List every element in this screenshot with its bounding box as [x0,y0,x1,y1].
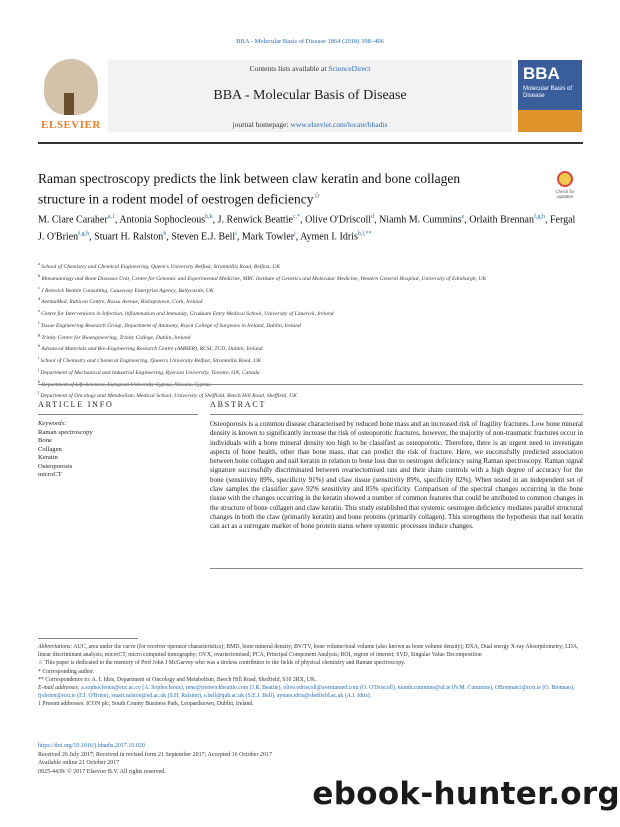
dedication-note: ☆ This paper is dedicated to the memory of Prof John J McGarvey who was a tireless contributor to the fields of physical chemistry and Raman spectroscopy. [38,660,406,667]
contents-line: Contents lists available at ScienceDirect [249,64,371,73]
elsevier-logo [38,57,104,133]
affiliation-rule [38,384,583,385]
keyword: microCT [38,471,62,478]
author-name[interactable]: M. Clare Caraher [38,214,108,226]
header-rule [38,142,583,144]
author-name[interactable]: Mark Towler [241,231,295,243]
author-name[interactable]: Olive O'Driscoll [305,214,372,226]
cover-title: BBA [523,64,560,83]
update-icon [557,171,573,187]
affiliation: $^e$ Centre for Interventions in Infection, Inflammation and Immunity, Graduate Entry Medical School, University of Limerick, Ireland [38,308,334,317]
author-name[interactable]: Orlaith Brennan [469,214,534,226]
journal-title: BBA - Molecular Basis of Disease [213,88,407,103]
keywords-label: Keywords: [38,420,67,427]
author-affiliation-marker: b,k [205,214,213,220]
keywords-block [38,420,198,480]
doi-link[interactable]: https://doi.org/10.1016/j.bbadis.2017.10.020 [38,743,145,749]
affiliation: $^l$ Department of Oncology and Metabolism, Medical School, University of Sheffield, Beech Hill Road, Sheffield, UK [38,390,297,400]
keyword: Bone [38,437,52,444]
author-affiliation-marker: b,l,** [357,231,372,238]
affiliation: $^d$ AventaMed, Rubicon Centre, Rossa Avenue, Bishopstown, Cork, Ireland [38,296,203,306]
article-info-heading: ARTICLE INFO [38,400,114,409]
affiliation: $^g$ Trinity Centre for Bioengineering, Trinity College, Dublin, Ireland [38,331,191,341]
running-header: BBA - Molecular Basis of Disease 1864 (2018) 398–406 [236,38,384,45]
publisher-name: ELSEVIER [41,119,101,131]
footnotes: Abbreviations: AUC, area under the curve (for receiver operator characteristics); BMD, bone mineral density; BV/TV, bone volume/total volume (also known as bone volume density); DXA, Dual energy X-ray Absorptiometry; LDA, linear discriminant analysis; microCT, micro computed tomography; OVX, ovariectomised; PCA, Principal Component Analysis; ROI, region of interest; SVD, Singular Value Decomposition ☆ This paper is dedicated to the memory of Prof John J McGarvey who was a tireless contributor to the fields of physical chemistry and Raman spectroscopy. * Corresponding author. ** Correspondence to: A. I. Idris, Department of Oncology and Metabolism, Beech Hill Road, Sheffield, S10 2RX, UK. E-mail addresses: a.sophocleous@euc.ac.cy (A. Sophocleous), rene@jrenwickbeattie.com (J.R. Beattie), olive.odriscoll@aventamed.com (O. O'Driscoll), niamh.cummins@ul.ie (N.M. Cummins), OBrennan1@rcsi.ie (O. Brennan), fjobrien@rcsi.ie (F.J. O'Brien), stuart.ralston@ed.ac.uk (S.H. Ralston), s.bell@qub.ac.uk (S.E.J. Bell), aymen.idris@sheffield.ac.uk (A.I. Idris). 1 Present addresses: ICON plc, South County Business Park, Leopardstown, Dublin, Ireland. [38,643,583,709]
author-affiliation-marker: a,1 [107,214,115,220]
affiliation: $^c$ J Renwick Beattie Consulting, Causeway Enterprise Agency, Ballycastle, UK [38,284,214,294]
abstract-rule [210,414,583,415]
sciencedirect-link[interactable]: ScienceDirect [328,64,371,73]
author-affiliation-marker: e [461,214,465,220]
author-affiliation-marker: f,g,h [533,214,545,220]
abstract-heading: ABSTRACT [210,400,267,409]
affiliation: $^b$ Rheumatology and Bone Diseases Unit, Centre for Genomic and Experimental Medicine, MRC Institute of Genetics and Molecular Medicine, Western General Hospital, University of Edinburgh, UK [38,272,487,282]
author-name[interactable]: Niamh M. Cummins [379,214,462,226]
author-name[interactable]: Steven E.J. Bell [171,231,236,243]
affiliation: $^j$ Department of Mechanical and Industrial Engineering, Ryerson University, Toronto, ON, Canada [38,366,260,376]
homepage-link[interactable]: www.elsevier.com/locate/bbadis [290,120,388,129]
author-name[interactable]: Stuart H. Ralston [94,231,164,243]
info-rule [38,414,198,415]
footnote-rule [38,638,138,639]
author-affiliation-marker: c,* [292,214,301,220]
paper-title: Raman spectroscopy predicts the link between claw keratin and bone collagen structure in a rodent model of oestrogen deficiency☆ [38,171,461,207]
journal-cover [518,60,582,132]
cover-subtitle: Molecular Basis of Disease [523,86,573,100]
email-links[interactable]: a.sophocleous@euc.ac.cy (A. Sophocleous), rene@jrenwickbeattie.com (J.R. Beattie), olive.odriscoll@aventamed.com (O. O'Driscoll), niamh.cummins@ul.ie (N.M. Cummins), OBrennan1@rcsi.ie (O. Brennan), fjobrien@rcsi.ie (F.J. O'Brien), stuart.ralston@ed.ac.uk (S.H. Ralston), s.bell@qub.ac.uk (S.E.J. Bell), aymen.idris@sheffield.ac.uk (A.I. Idris). [38,685,575,700]
check-for-updates-badge[interactable]: Check for updates [547,171,583,203]
author-name[interactable]: J. Renwick Beattie [217,214,293,226]
doi-block: https://doi.org/10.1016/j.bbadis.2017.10.020 Received 26 July 2017; Received in revised form 21 September 2017; Accepted 16 October 2017 Available online 21 October 2017 0925-4439/ © 2017 Elsevier B.V. All rights reserved. [38,742,583,776]
affiliation: $^i$ School of Chemistry and Chemical Engineering, Queen's University Belfast, Stranmillis Road, UK [38,355,261,364]
abstract-text: Osteoporosis is a common disease characterised by reduced bone mass and an increased risk of fragility fractures. Low bone mineral density is known to significantly increase the risk of osteoporotic fractures, however, the majority of non-traumatic fractures occur in individuals with a bone mineral density too high to be classified as osteoporotic. Therefore, there is an urgent need to investigate aspects of bone health, other than bone mass, that can predict the risk of fracture. Here, we successfully predicted association between bone collagen and nail keratin in relation to bone loss due to oestrogen deficiency using Raman spectroscopy. Raman signal signature successfully discriminated between ovariectomised rats and their sham controls with a high degree of accuracy for the bone (sensitivity 89%, specificity 91%) and claw tissue (sensitivity 89%, specificity 82%). When tested in an independent set of claw samples the classifier gave 92% sensitivity and 85% specificity. Comparison of the spectral changes occurring in the bone tissue with the changes occurring in the keratin showed a number of common features that could be attributed to common changes in the structure of bone collagen and claw keratin. This study established that systemic oestrogen deficiency mediates parallel structural changes in both the claw (primarily keratin) and bone proteins (primarily collagen). This strengthens the hypothesis that nail keratin can act as a surrogate marker of bone protein status where systemic processes induce changes. [210,420,583,531]
keyword: Collagen [38,445,62,453]
author-affiliation-marker: f,g,h [78,231,90,238]
keyword: Keratin [38,454,58,461]
keyword: Osteoporosis [38,462,73,470]
author-list: M. Clare Caraher$^{a,1}$, Antonia Sophocleous$^{b,k}$, J. Renwick Beattie$^{c,*}$, Olive O'Driscoll$^d$, Niamh M. Cummins$^e$, Orlaith Brennan$^{f,g,h}$, Fergal J. O'Brien$^{f,g,h}$, Stuart H. Ralston$^b$, Steven E.J. Bell$^i$, Mark Towler$^j$, Aymen I. Idris$^{b,l,**}$ [38,214,576,243]
author-name[interactable]: Antonia Sophocleous [119,214,206,226]
keyword: Raman spectroscopy [38,428,93,436]
affiliation-list [38,260,583,401]
author-name[interactable]: Aymen I. Idris [300,231,358,243]
abstract-bottom-rule [210,568,583,569]
author-affiliation-marker: j [294,231,296,238]
author-affiliation-marker: b [163,231,167,238]
author-name[interactable]: Fergal J. O'Brien [38,214,576,243]
affiliation: $^h$ Advanced Materials and Bio-Engineering Research Centre (AMBER), RCSI, TCD, Dublin, Ireland [38,343,263,353]
present-address-note: 1 Present addresses: ICON plc, South County Business Park, Leopardstown, Dublin, Ireland. [38,701,254,708]
corresponding-note: * Corresponding author. [38,668,95,675]
correspondence-note: ** Correspondence to: A. I. Idris, Department of Oncology and Metabolism, Beech Hill Road, Sheffield, S10 2RX, UK. [38,676,317,683]
journal-homepage: journal homepage: www.elsevier.com/locate/bbadis [232,120,388,129]
author-affiliation-marker: d [371,214,375,220]
affiliation: $^a$ School of Chemistry and Chemical Engineering, Queen's University Belfast, Stranmillis Road, Belfast, UK [38,261,281,270]
affiliation: $^f$ Tissue Engineering Research Group, Department of Anatomy, Royal College of Surgeons in Ireland, Dublin, Ireland [38,319,301,329]
affiliation: k [38,378,42,384]
watermark: ebook-hunter.org [312,776,620,812]
author-affiliation-marker: i [235,231,237,238]
